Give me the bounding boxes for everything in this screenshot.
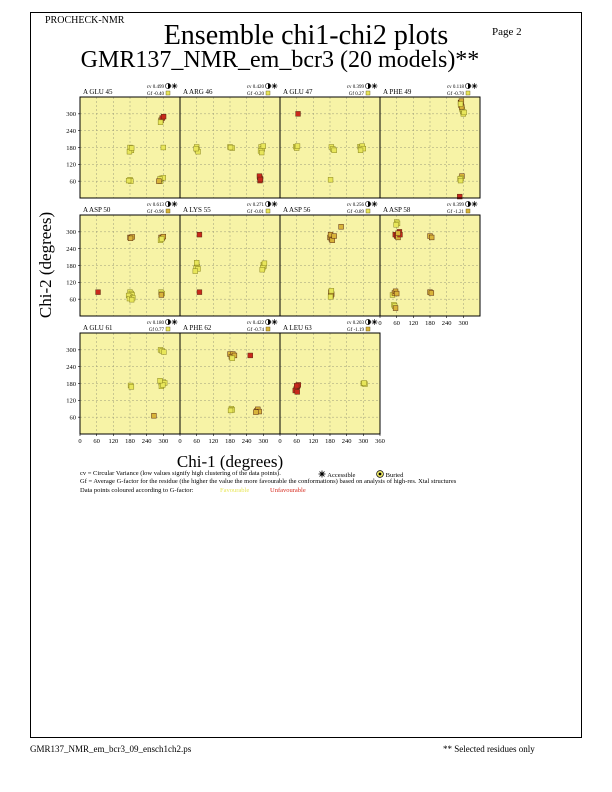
data-point: [362, 381, 367, 386]
x-tick-label: 0: [278, 438, 282, 445]
data-point: [129, 297, 134, 302]
gf-swatch: [366, 209, 370, 213]
x-tick-label: 60: [293, 438, 300, 445]
data-point: [339, 224, 344, 229]
data-point: [194, 260, 199, 265]
residue-label: A PHE 49: [383, 88, 412, 96]
gf-label: Gf -0.89: [347, 210, 364, 215]
data-point: [259, 150, 264, 155]
gf-label: Gf -0.74: [247, 328, 264, 333]
data-point: [458, 178, 463, 183]
cv-label: cv 0.399: [446, 203, 464, 208]
residue-label: A LEU 63: [283, 324, 312, 332]
x-tick-label: 240: [141, 438, 152, 445]
y-tick-label: 60: [69, 178, 76, 186]
sun-core: [273, 321, 275, 323]
gf-label: Gf 0.77: [148, 328, 164, 333]
residue-label: A ARG 46: [183, 88, 213, 96]
residue-label: A PHE 62: [183, 324, 212, 332]
x-tick-label: 60: [93, 438, 100, 445]
y-tick-label: 240: [66, 363, 76, 371]
cv-label: cv 0.399: [346, 85, 364, 90]
residue-label: A GLU 45: [83, 88, 113, 96]
x-tick-label: 240: [441, 320, 452, 327]
gf-swatch: [366, 327, 370, 331]
residue-label: A GLU 61: [83, 324, 113, 332]
data-point: [329, 288, 334, 293]
x-tick-label: 300: [258, 438, 269, 445]
data-point: [429, 291, 434, 296]
y-tick-label: 120: [66, 397, 76, 405]
x-tick-label: 60: [193, 438, 200, 445]
gf-label: Gf -0.70: [447, 92, 464, 97]
data-point: [294, 383, 299, 388]
gf-label: Gf -1.19: [347, 328, 364, 333]
x-tick-label: 300: [458, 320, 469, 327]
x-tick-label: 180: [425, 320, 435, 327]
data-point: [161, 350, 166, 355]
accessible-text: Accessible: [327, 472, 356, 479]
cv-label: cv 0.499: [146, 85, 164, 90]
legend: [80, 470, 456, 495]
x-tick-label: 0: [78, 438, 82, 445]
chart-title: Ensemble chi1-chi2 plots: [163, 20, 449, 51]
residue-label: A ASP 58: [383, 206, 411, 214]
data-point: [197, 232, 202, 237]
x-tick-label: 360: [375, 438, 385, 445]
cv-label: cv 0.420: [246, 85, 264, 90]
cv-label: cv 0.203: [346, 321, 364, 326]
gf-swatch: [466, 209, 470, 213]
cv-label: cv 0.256: [346, 203, 364, 208]
legend-gf-text: Gf = Average G-factor for the residue (the higher the value the more favourable the conformations) based on analysis of high-res. Xtal structures: [80, 478, 457, 486]
sun-icon: [318, 470, 326, 478]
data-point: [394, 222, 399, 227]
y-tick-label: 300: [66, 347, 76, 355]
chart-subtitle: GMR137_NMR_em_bcr3 (20 models)**: [80, 47, 480, 73]
data-point: [151, 413, 156, 418]
data-point: [261, 144, 266, 149]
sun-core: [273, 85, 275, 87]
x-tick-label: 120: [408, 320, 419, 327]
data-point: [96, 290, 101, 295]
residue-label: A GLU 47: [283, 88, 313, 96]
x-tick-label: 300: [358, 438, 369, 445]
gf-label: Gf -0.20: [247, 92, 264, 97]
x-tick-label: 120: [208, 438, 219, 445]
legend-cv-text: cv = Circular Variance (low values signify high clustering of the data points).: [80, 470, 281, 477]
cv-label: cv 0.613: [146, 203, 164, 208]
gf-label: Gf -0.96: [147, 210, 164, 215]
x-tick-label: 240: [341, 438, 352, 445]
data-point: [159, 236, 164, 241]
data-point: [194, 146, 199, 151]
x-tick-label: 300: [158, 438, 169, 445]
y-axis-label: Chi-2 (degrees): [36, 211, 55, 319]
data-point: [332, 234, 337, 239]
x-tick-label: 120: [108, 438, 119, 445]
footer-filename: GMR137_NMR_em_bcr3_09_ensch1ch2.ps: [30, 744, 192, 754]
sun-core: [473, 203, 475, 205]
program-name: PROCHECK-NMR: [45, 15, 125, 26]
unfavourable-text: Unfavourable: [270, 486, 306, 494]
data-point: [258, 177, 263, 182]
data-point: [197, 290, 202, 295]
favourable-text: Favourable: [220, 486, 250, 494]
x-axis-label: Chi-1 (degrees): [176, 452, 284, 471]
x-tick-label: 60: [393, 320, 400, 327]
data-point: [248, 353, 253, 358]
x-tick-label: 180: [125, 438, 135, 445]
data-point: [328, 177, 333, 182]
data-point: [332, 148, 337, 153]
y-tick-label: 240: [66, 127, 76, 135]
y-tick-label: 120: [66, 279, 76, 287]
gf-swatch: [466, 91, 470, 95]
y-tick-label: 180: [66, 144, 76, 152]
residue-label: A ASP 50: [83, 206, 111, 214]
residue-label: A ASP 56: [283, 206, 311, 214]
data-point: [193, 269, 198, 274]
data-point: [161, 114, 166, 119]
data-point: [396, 231, 401, 236]
x-tick-label: 240: [241, 438, 252, 445]
y-tick-label: 180: [66, 380, 76, 388]
buried-icon: [376, 470, 384, 478]
sun-core: [373, 203, 375, 205]
data-point: [260, 267, 265, 272]
gf-label: Gf 0.27: [348, 92, 364, 97]
gf-label: Gf -0.40: [147, 92, 164, 97]
residue-label: A LYS 55: [183, 206, 211, 214]
data-point: [161, 145, 166, 150]
x-tick-label: 180: [325, 438, 335, 445]
gf-swatch: [166, 91, 170, 95]
x-tick-label: 120: [308, 438, 319, 445]
data-point: [394, 291, 399, 296]
data-point: [228, 145, 233, 150]
data-point: [230, 356, 235, 361]
gf-swatch: [366, 91, 370, 95]
x-tick-label: 0: [378, 320, 382, 327]
gf-label: Gf -0.01: [247, 210, 264, 215]
cv-label: cv 0.180: [146, 321, 164, 326]
y-tick-label: 180: [66, 262, 76, 270]
cv-label: cv 0.271: [246, 203, 264, 208]
data-point: [126, 178, 131, 183]
data-point: [296, 111, 301, 116]
sun-core: [373, 85, 375, 87]
data-point: [128, 236, 133, 241]
gf-swatch: [166, 327, 170, 331]
data-point: [328, 295, 333, 300]
gf-swatch: [266, 91, 270, 95]
x-tick-label: 180: [225, 438, 235, 445]
cv-label: cv 0.422: [246, 321, 264, 326]
sun-core: [373, 321, 375, 323]
data-point: [462, 110, 467, 115]
data-point: [129, 146, 134, 151]
data-point: [156, 179, 161, 184]
y-tick-label: 120: [66, 161, 76, 169]
y-tick-label: 60: [69, 296, 76, 304]
data-point: [393, 306, 398, 311]
data-point: [429, 235, 434, 240]
buried-text: Buried: [385, 472, 404, 479]
legend-colour-text: Data points coloured according to G-factor:: [80, 486, 194, 494]
sun-core: [173, 321, 175, 323]
y-tick-label: 60: [69, 414, 76, 422]
data-point: [158, 120, 163, 125]
gf-swatch: [266, 209, 270, 213]
gf-swatch: [266, 327, 270, 331]
data-point: [295, 390, 300, 395]
data-point: [158, 378, 163, 383]
gf-swatch: [166, 209, 170, 213]
data-point: [358, 148, 363, 153]
data-point: [129, 384, 134, 389]
y-tick-label: 300: [66, 111, 76, 119]
y-tick-label: 300: [66, 229, 76, 237]
data-point: [159, 293, 164, 298]
data-point: [262, 261, 267, 266]
gf-label: Gf -1.21: [447, 210, 464, 215]
cv-label: cv 0.118: [446, 85, 464, 90]
sun-core: [273, 203, 275, 205]
data-point: [253, 410, 258, 415]
data-point: [295, 144, 300, 149]
sun-core: [473, 85, 475, 87]
sun-core: [173, 203, 175, 205]
x-tick-label: 0: [178, 438, 182, 445]
y-tick-label: 240: [66, 245, 76, 253]
page-number: Page 2: [492, 26, 522, 38]
data-point: [228, 408, 233, 413]
sun-core: [173, 85, 175, 87]
data-point: [458, 102, 463, 107]
footer-note: ** Selected residues only: [443, 744, 535, 754]
